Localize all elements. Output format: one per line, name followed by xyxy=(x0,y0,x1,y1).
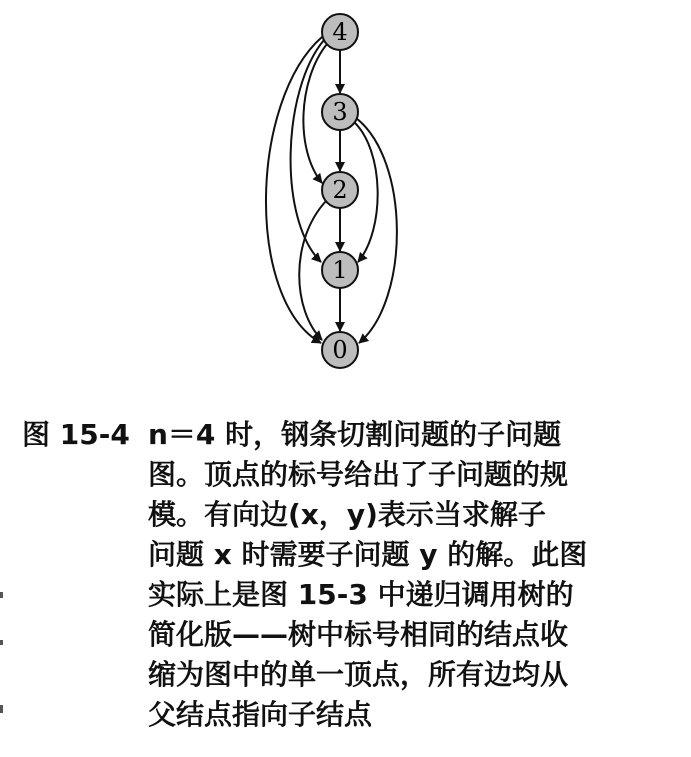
node-4 xyxy=(322,14,358,50)
caption-line: 父结点指向子结点 xyxy=(148,698,373,731)
edge-3-0 xyxy=(356,118,397,343)
scan-mark xyxy=(0,705,3,713)
svg-text:1: 1 xyxy=(332,256,348,284)
svg-text:4: 4 xyxy=(332,18,348,46)
figure-caption xyxy=(148,415,668,735)
edge-4-0 xyxy=(266,37,322,343)
caption-line: 问题 x 时需要子问题 y 的解。此图 xyxy=(148,538,588,571)
caption-line: 实际上是图 15-3 中递归调用树的 xyxy=(148,578,574,611)
node-0 xyxy=(322,332,358,368)
caption-line: 缩为图中的单一顶点，所有边均从 xyxy=(148,658,569,691)
node-1 xyxy=(322,252,358,288)
caption-line: n＝4 时，钢条切割问题的子问题 xyxy=(148,418,562,451)
scan-mark xyxy=(0,592,3,598)
figure-number: 图 15-4 xyxy=(22,418,130,451)
node-3 xyxy=(322,94,358,130)
svg-text:3: 3 xyxy=(332,98,348,126)
caption-line: 简化版——树中标号相同的结点收 xyxy=(148,618,569,651)
svg-text:2: 2 xyxy=(332,176,348,204)
caption-line: 模。有向边(x，y)表示当求解子 xyxy=(148,498,546,531)
node-2 xyxy=(322,172,358,208)
caption-line: 图。顶点的标号给出了子问题的规 xyxy=(148,458,569,491)
scan-mark xyxy=(0,640,3,645)
svg-text:0: 0 xyxy=(332,336,348,364)
